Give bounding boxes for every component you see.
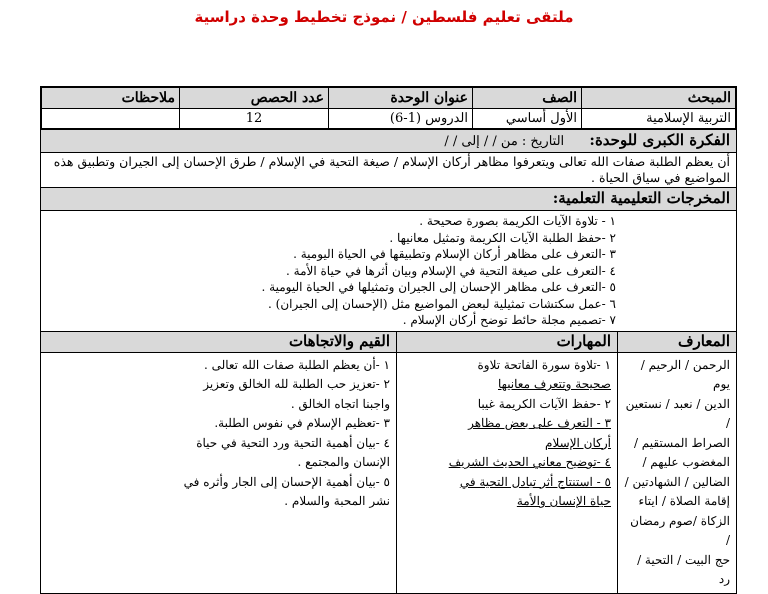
- list-item: ٤ -توضيح معاني الحديث الشريف: [448, 455, 611, 469]
- list-item: نشر المحبة والسلام .: [284, 494, 390, 508]
- unit-title-value: الدروس (1-6): [329, 109, 473, 129]
- list-item: الرحمن / الرحيم / يوم: [640, 357, 730, 391]
- list-item: الضالين / الشهادتين /: [624, 474, 730, 489]
- notes-header: ملاحظات: [42, 88, 180, 109]
- knowledge-header: المعارف: [618, 332, 736, 353]
- list-item: أركان الإسلام: [545, 435, 611, 450]
- big-idea-label: الفكرة الكبرى للوحدة:: [589, 131, 730, 149]
- unit-title-header: عنوان الوحدة: [329, 88, 473, 109]
- three-columns: [41, 331, 736, 593]
- list-item: ٤ -التعرف على صيغة التحية في الإسلام وبيان أثرها في حياة الأمة .: [286, 263, 616, 278]
- list-item: حج البيت / التحية / رد: [637, 552, 730, 586]
- list-item: صحيحة وتتعرف معانيها: [498, 377, 611, 391]
- list-item: ٣ -التعرف على مظاهر أركان الإسلام وتطبيقها في الحياة اليومية .: [293, 247, 616, 261]
- list-item: إقامة الصلاة / ايتاء: [638, 494, 730, 508]
- list-item: ١ - تلاوة الآيات الكريمة بصورة صحيحة .: [419, 214, 616, 228]
- list-item: ٢ -حفظ الطلبة الآيات الكريمة وتمثيل معانيها .: [389, 230, 616, 245]
- grade-header: الصف: [473, 88, 582, 109]
- subject-header: المبحث: [582, 88, 736, 109]
- big-idea-band: [41, 129, 736, 153]
- subject-value: التربية الإسلامية: [582, 109, 736, 129]
- unit-plan-form: [40, 86, 737, 594]
- list-item: حياة الإنسان والأمة: [516, 494, 611, 508]
- sessions-header: عدد الحصص: [180, 88, 329, 109]
- notes-value: [42, 109, 180, 129]
- list-item: ٣ - التعرف على بعض مظاهر: [468, 416, 611, 430]
- list-item: ٢ -حفظ الآيات الكريمة غيبا: [477, 396, 611, 411]
- list-item: ٢ -تعزيز حب الطلبة لله الخالق وتعزيز: [203, 377, 390, 391]
- list-item: ١ -أن يعظم الطلبة صفات الله تعالى .: [203, 357, 390, 372]
- date-range: التاريخ : من / / إلى / /: [444, 134, 565, 149]
- list-item: ٣ -تعظيم الإسلام في نفوس الطلبة.: [214, 416, 390, 430]
- values-column: [41, 332, 396, 593]
- list-item: ٥ - استنتاج أثر تبادل التحية في: [459, 474, 611, 489]
- list-item: ٦ -عمل سكتشات تمثيلية لبعض المواضيع مثل (الإحسان إلى الجيران) .: [268, 296, 616, 311]
- list-item: ٧ -تصميم مجلة حائط توضح أركان الإسلام .: [402, 313, 616, 327]
- skills-column: [396, 332, 617, 593]
- sessions-value: 12: [180, 109, 329, 129]
- list-item: واجبنا اتجاه الخالق .: [290, 396, 390, 411]
- values-header: القيم والاتجاهات: [41, 332, 396, 353]
- list-item: ٤ -بيان أهمية التحية ورد التحية في حياة: [196, 435, 390, 450]
- knowledge-column: [617, 332, 736, 593]
- list-item: الصراط المستقيم /: [633, 435, 730, 450]
- list-item: ٥ -بيان أهمية الإحسان إلى الجار وأثره في: [183, 474, 390, 489]
- list-item: ١ -تلاوة سورة الفاتحة تلاوة: [477, 357, 611, 372]
- skills-header: المهارات: [397, 332, 617, 353]
- outcomes-band: المخرجات التعليمية التعلمية:: [41, 187, 736, 211]
- list-item: الإنسان والمجتمع .: [297, 455, 390, 469]
- big-idea-text: أن يعظم الطلبة صفات الله تعالى ويتعرفوا مظاهر أركان الإسلام / صيغة التحية في الإسلام / طرق الإحسان إلى الجيران وتطبيق هذه المواضيع في سياق الحياة .: [53, 154, 730, 185]
- list-item: الزكاة /صوم رمضان /: [630, 513, 730, 547]
- list-item: المغضوب عليهم /: [642, 455, 730, 469]
- list-item: ٥ -التعرف على مظاهر الإحسان إلى الجيران وتمثيلها في الحياة اليومية .: [261, 280, 616, 294]
- header-table: [41, 87, 736, 129]
- page-title: ملتقى تعليم فلسطين / نموذج تخطيط وحدة دراسية: [194, 8, 574, 26]
- grade-value: الأول أساسي: [473, 109, 582, 129]
- outcomes-list: [41, 211, 736, 331]
- list-item: الدين / نعبد / نستعين /: [625, 396, 730, 430]
